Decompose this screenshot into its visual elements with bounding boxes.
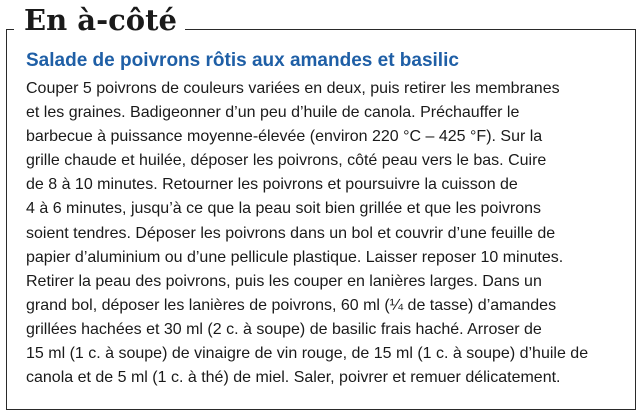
frame-top-rule [185,29,636,30]
recipe-title: Salade de poivrons rôtis aux amandes et basilic [26,50,459,71]
instruction-line: Retirer la peau des poivrons, puis les couper en lanières larges. Dans un [26,272,542,290]
instruction-line: grillées hachées et 30 ml (2 c. à soupe) de basilic frais haché. Arroser de [26,320,542,338]
instruction-line: soient tendres. Déposer les poivrons dans un bol et couvrir d’une feuille de [26,224,556,242]
section-heading: En à-côté [18,2,183,38]
instruction-line: Couper 5 poivrons de couleurs variées en deux, puis retirer les membranes [26,80,560,97]
instruction-line: et les graines. Badigeonner d’un peu d’huile de canola. Préchauffer le [26,104,520,122]
instruction-line: barbecue à puissance moyenne-élevée (environ 220 °C – 425 °F). Sur la [26,128,543,146]
instruction-line: papier d’aluminium ou d’une pellicule plastique. Laisser reposer 10 minutes. [26,248,564,266]
instruction-line: de 8 à 10 minutes. Retourner les poivrons et poursuivre la cuisson de [26,176,518,194]
instruction-line: grand bol, déposer les lanières de poivrons, 60 ml (¼ de tasse) d’amandes [26,296,557,314]
frame-top-rule-left [6,29,14,30]
instruction-line: grille chaude et huilée, déposer les poivrons, côté peau vers le bas. Cuire [26,152,547,170]
instruction-line: 15 ml (1 c. à soupe) de vinaigre de vin rouge, de 15 ml (1 c. à soupe) d’huile de [26,345,589,363]
instruction-line: 4 à 6 minutes, jusqu’à ce que la peau soit bien grillée et que les poivrons [26,200,541,218]
recipe-instructions [26,77,626,390]
instruction-line: canola et de 5 ml (1 c. à thé) de miel. Saler, poivrer et remuer délicatement. [26,369,561,387]
